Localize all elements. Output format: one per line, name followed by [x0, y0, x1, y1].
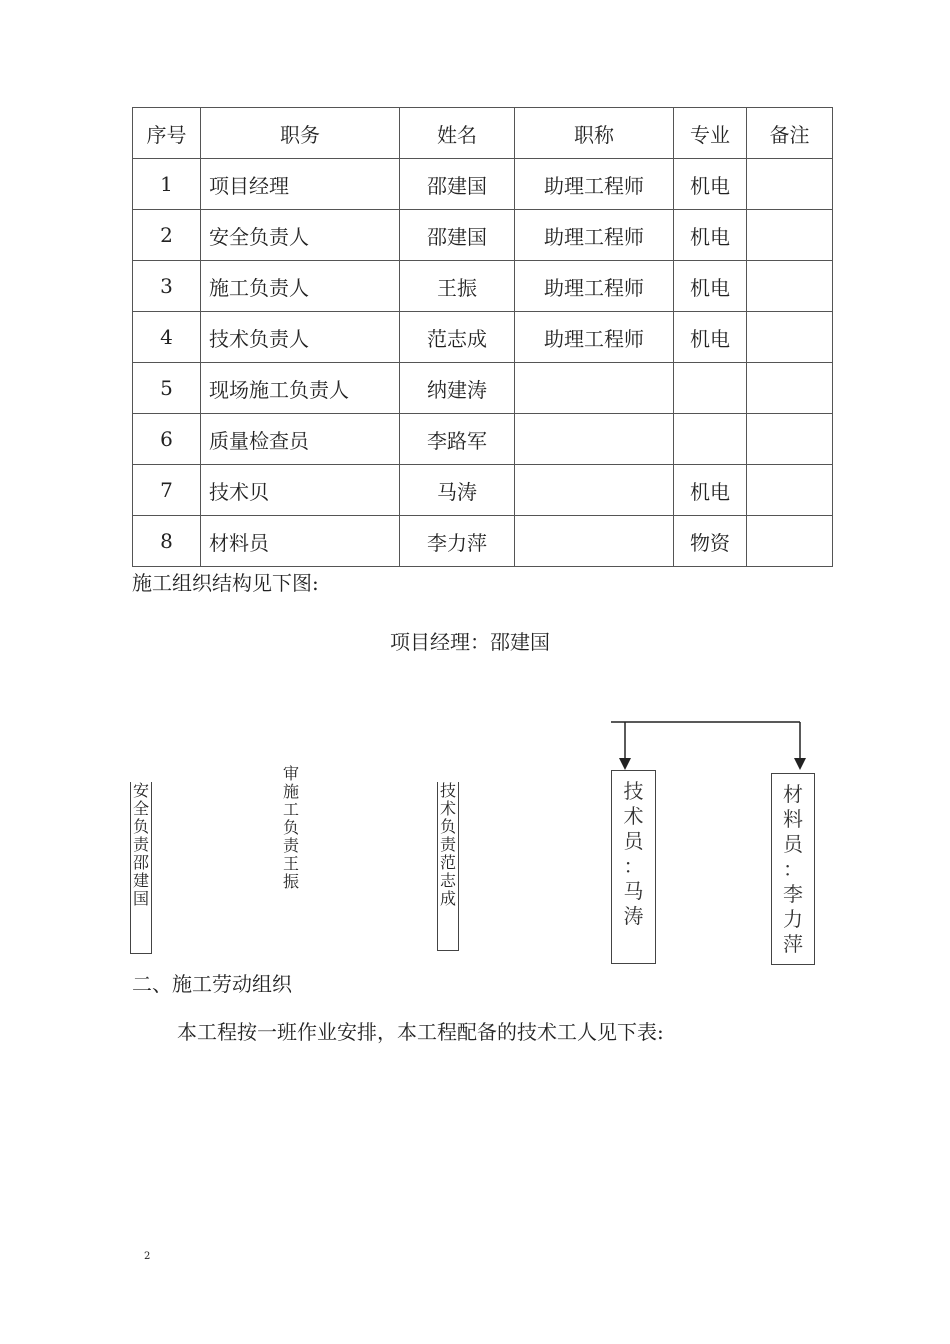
org-box-char: 审 — [282, 764, 299, 783]
org-box-technician — [611, 770, 656, 964]
cell-specialty: 机电 — [674, 261, 747, 312]
cell-no: 4 — [133, 312, 201, 363]
org-box-char: 力 — [783, 907, 803, 931]
org-box-char: 料 — [783, 807, 803, 831]
cell-title: 助理工程师 — [515, 261, 674, 312]
org-box-char: 安 — [132, 781, 149, 800]
org-box-material — [771, 773, 815, 965]
org-box-char: 技 — [623, 779, 644, 803]
org-box-char: 术 — [623, 804, 644, 828]
org-box-char: 马 — [623, 879, 644, 903]
org-box-char: 责 — [282, 836, 299, 855]
cell-specialty: 机电 — [674, 312, 747, 363]
cell-name: 马涛 — [400, 465, 515, 516]
cell-title: 助理工程师 — [515, 210, 674, 261]
cell-title: 助理工程师 — [515, 312, 674, 363]
cell-no: 5 — [133, 363, 201, 414]
org-box-char: 国 — [132, 889, 149, 908]
org-box-char: 员 — [623, 829, 644, 853]
cell-no: 2 — [133, 210, 201, 261]
page-number: 2 — [144, 1251, 151, 1262]
org-box-char: 涛 — [623, 904, 644, 928]
cell-specialty: 机电 — [674, 159, 747, 210]
cell-no: 8 — [133, 516, 201, 567]
org-box-material-text — [772, 774, 814, 957]
header-note: 备注 — [747, 108, 833, 159]
org-box-char: 志 — [439, 871, 456, 890]
org-box-char: ： — [623, 854, 644, 878]
org-box-char: 负 — [132, 817, 149, 836]
org-box-char: 技 — [439, 781, 456, 800]
cell-position: 安全负责人 — [201, 210, 400, 261]
org-box-char: 负 — [282, 818, 299, 837]
cell-position: 技术贝 — [201, 465, 400, 516]
header-no: 序号 — [133, 108, 201, 159]
org-box-construction-text — [281, 765, 301, 891]
section-heading: 二、施工劳动组织 — [132, 972, 292, 996]
org-box-construction — [281, 765, 301, 895]
header-specialty: 专业 — [674, 108, 747, 159]
org-box-char: 员 — [783, 832, 803, 856]
cell-specialty: 机电 — [674, 465, 747, 516]
org-box-char: 负 — [439, 817, 456, 836]
header-position: 职务 — [201, 108, 400, 159]
cell-specialty: 物资 — [674, 516, 747, 567]
cell-no: 7 — [133, 465, 201, 516]
cell-position: 现场施工负责人 — [201, 363, 400, 414]
body-paragraph: 本工程按一班作业安排，本工程配备的技术工人见下表: — [177, 1020, 664, 1044]
cell-name: 李力萍 — [400, 516, 515, 567]
org-box-char: 成 — [439, 889, 456, 908]
org-box-char: 邵 — [132, 853, 149, 872]
org-box-technician-text — [612, 771, 655, 929]
cell-name: 范志成 — [400, 312, 515, 363]
org-box-char: 全 — [132, 799, 149, 818]
org-box-safety — [130, 782, 152, 954]
cell-name: 李路军 — [400, 414, 515, 465]
header-name: 姓名 — [400, 108, 515, 159]
org-top-label: 项目经理：邵建国 — [390, 630, 550, 654]
cell-position: 技术负责人 — [201, 312, 400, 363]
org-intro-text: 施工组织结构见下图: — [132, 571, 319, 595]
org-box-char: 责 — [439, 835, 456, 854]
cell-name: 邵建国 — [400, 210, 515, 261]
org-box-char: 工 — [282, 800, 299, 819]
org-box-technical-text — [438, 782, 458, 908]
cell-position: 材料员 — [201, 516, 400, 567]
org-box-char: 萍 — [783, 932, 803, 956]
org-box-char: 王 — [282, 854, 299, 873]
cell-name: 邵建国 — [400, 159, 515, 210]
cell-no: 1 — [133, 159, 201, 210]
cell-title: 助理工程师 — [515, 159, 674, 210]
cell-name: 纳建涛 — [400, 363, 515, 414]
cell-position: 项目经理 — [201, 159, 400, 210]
cell-no: 6 — [133, 414, 201, 465]
cell-no: 3 — [133, 261, 201, 312]
org-box-char: 振 — [282, 872, 299, 891]
org-box-char: 责 — [132, 835, 149, 854]
org-box-char: 施 — [282, 782, 299, 801]
cell-position: 施工负责人 — [201, 261, 400, 312]
cell-specialty: 机电 — [674, 210, 747, 261]
org-box-char: ： — [783, 857, 803, 881]
org-box-char: 建 — [132, 871, 149, 890]
org-box-char: 术 — [439, 799, 456, 818]
cell-name: 王振 — [400, 261, 515, 312]
org-box-technical — [437, 782, 459, 951]
org-box-char: 李 — [783, 882, 803, 906]
org-box-char: 范 — [439, 853, 456, 872]
header-title: 职称 — [515, 108, 674, 159]
org-box-char: 材 — [783, 782, 803, 806]
org-box-safety-text — [131, 782, 151, 908]
cell-position: 质量检查员 — [201, 414, 400, 465]
